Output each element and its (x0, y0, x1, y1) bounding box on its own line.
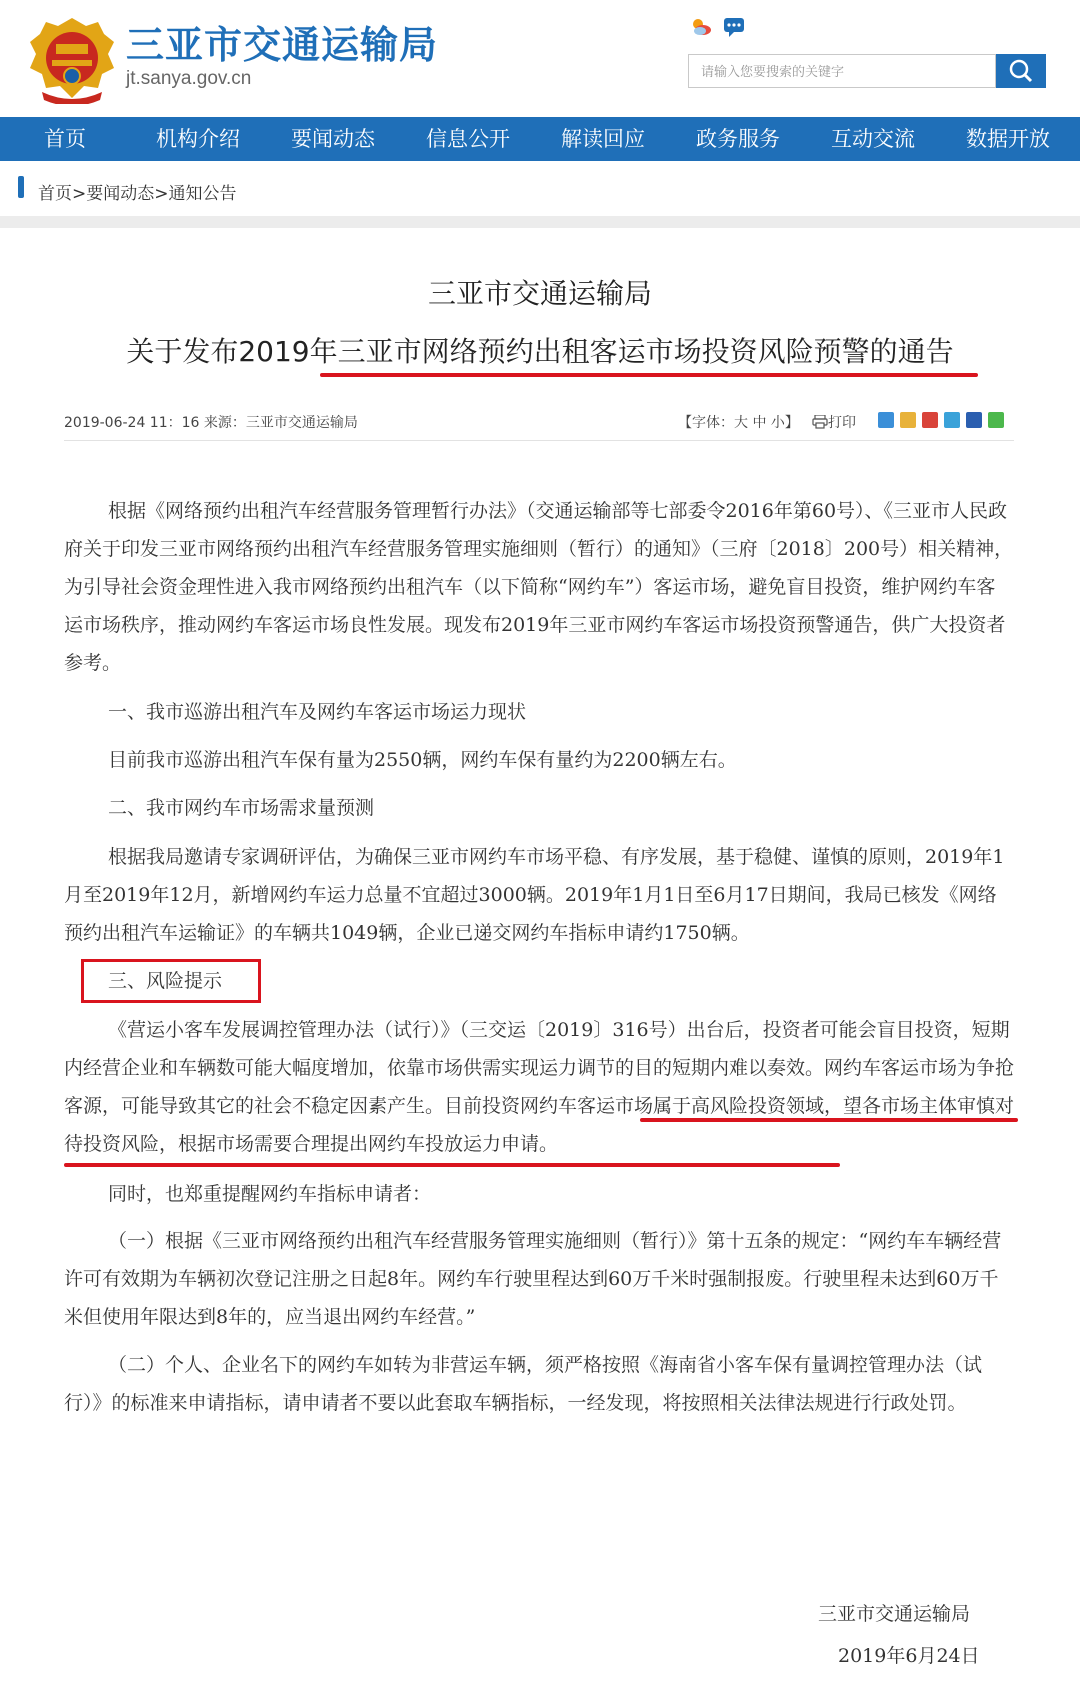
share-renren-icon[interactable] (966, 412, 982, 428)
paragraph-risk: 《营运小客车发展调控管理办法（试行）》（三交运〔2019〕316号）出台后，投资者可能会盲目投资，短期内经营企业和车辆数可能大幅度增加，依靠市场供需实现运力调节的目的短期内难以奏效。网约车客运市场为争抢客源，可能导致其它的社会不稳定因素产生。目前投资网约车客运市场属于高风险投资领域，望各市场主体审慎对待投资风险，根据市场需要合理提出网约车投放运力申请。 (64, 1019, 1015, 1155)
font-size-medium[interactable]: 中 (752, 415, 767, 431)
paragraph-forecast: 根据我局邀请专家调研评估，为确保三亚市网约车市场平稳、有序发展，基于稳健、谨慎的原则，2019年1月至2019年12月，新增网约车运力总量不宜超过3000辆。2019年1月1日至6月17日期间，我局已核发《网络预约出租汽车运输证》的车辆共1049辆，企业已递交网约车指标申请约1750辆。 (64, 846, 1005, 944)
font-size-large[interactable]: 大 (734, 415, 748, 431)
title-underline-annotation (320, 373, 978, 377)
breadcrumb-home[interactable]: 首页 (38, 184, 72, 204)
breadcrumb-separator: > (72, 184, 87, 204)
breadcrumb (0, 161, 1080, 217)
divider-band (0, 216, 1080, 228)
meta-divider (64, 440, 1014, 441)
breadcrumb-marker (18, 176, 24, 198)
signature-date: 2019年6月24日 (838, 1645, 980, 1667)
risk-underline-annotation (640, 1118, 1018, 1122)
print-label: 打印 (828, 415, 856, 431)
main-nav (0, 117, 1080, 161)
signature-org: 三亚市交通运输局 (818, 1603, 971, 1625)
search-icon (996, 54, 1046, 88)
risk-underline-annotation (64, 1163, 840, 1167)
site-header (0, 0, 1080, 117)
share-plus-icon[interactable] (878, 412, 894, 428)
section-heading-1: 一、我市巡游出租汽车及网约车客运市场运力现状 (108, 701, 527, 723)
font-size-small[interactable]: 小 (770, 415, 785, 431)
article-title: 关于发布2019年三亚市网络预约出租客运市场投资风险预警的通告 (126, 335, 954, 368)
paragraph-reminder: 同时，也郑重提醒网约车指标申请者： (108, 1183, 432, 1205)
nav-item-interpret[interactable]: 解读回应 (561, 127, 645, 151)
breadcrumb-text (38, 179, 237, 204)
paragraph-rule-1: （一）根据《三亚市网络预约出租汽车经营服务管理实施细则（暂行）》第十五条的规定：“网约车车辆经营许可有效期为车辆初次登记注册之日起8年。网约车行驶里程达到60万千米时强制报废。行驶里程未达到60万千米但使用年限达到8年的，应当退出网约车经营。” (64, 1230, 1002, 1328)
nav-item-services[interactable]: 政务服务 (696, 127, 780, 151)
font-size-control (678, 412, 799, 432)
share-qzone-icon[interactable] (900, 412, 916, 428)
section-heading-3: 三、风险提示 (108, 970, 223, 992)
site-title[interactable]: 三亚市交通运输局 (126, 23, 439, 67)
print-button[interactable] (812, 412, 856, 432)
chat-icon[interactable] (723, 16, 745, 38)
nav-item-open-data[interactable]: 数据开放 (966, 127, 1050, 151)
paragraph-intro: 根据《网络预约出租汽车经营服务管理暂行办法》（交通运输部等七部委令2016年第60号）、《三亚市人民政府关于印发三亚市网络预约出租汽车经营服务管理实施细则（暂行）的通知》（三府〔2018〕200号）相关精神，为引导社会资金理性进入我市网络预约出租汽车（以下简称“网约车”）客运市场，避免盲目投资，维护网约车客运市场秩序，推动网约车客运市场良性发展。现发布2019年三亚市网约车客运市场投资预警通告，供广大投资者参考。 (64, 500, 1014, 674)
breadcrumb-separator: > (154, 184, 169, 204)
nav-item-interaction[interactable]: 互动交流 (831, 127, 915, 151)
paragraph-rule-2: （二）个人、企业名下的网约车如转为非营运车辆，须严格按照《海南省小客车保有量调控管理办法（试行）》的标准来申请指标，请申请者不要以此套取车辆指标，一经发现，将按照相关法律法规进行行政处罚。 (64, 1354, 983, 1414)
nav-item-disclosure[interactable]: 信息公开 (426, 127, 510, 151)
font-size-label: 【字体： (678, 415, 734, 431)
risk-heading-box-annotation (81, 959, 261, 1003)
article-org: 三亚市交通运输局 (427, 277, 652, 310)
weather-icon[interactable] (690, 16, 712, 38)
search-button[interactable] (996, 54, 1046, 88)
site-domain: jt.sanya.gov.cn (126, 68, 252, 89)
print-icon (812, 415, 828, 429)
breadcrumb-current[interactable]: 通知公告 (168, 184, 237, 204)
share-weibo-icon[interactable] (922, 412, 938, 428)
share-tencent-icon[interactable] (944, 412, 960, 428)
emblem-icon (26, 14, 118, 104)
article-meta: 2019-06-24 11：16 来源：三亚市交通运输局 (64, 415, 358, 431)
nav-item-about[interactable]: 机构介绍 (156, 127, 240, 151)
nav-item-home[interactable]: 首页 (44, 127, 86, 151)
paragraph-capacity: 目前我市巡游出租汽车保有量为2550辆，网约车保有量约为2200辆左右。 (108, 749, 737, 771)
font-size-bracket: 】 (784, 415, 799, 431)
share-icons (878, 412, 1010, 432)
search-input[interactable] (699, 55, 993, 89)
top-icons (690, 16, 751, 38)
share-wechat-icon[interactable] (988, 412, 1004, 428)
search-box (688, 54, 996, 88)
nav-item-news[interactable]: 要闻动态 (291, 127, 375, 151)
breadcrumb-section[interactable]: 要闻动态 (86, 184, 155, 204)
section-heading-2: 二、我市网约车市场需求量预测 (108, 797, 375, 819)
